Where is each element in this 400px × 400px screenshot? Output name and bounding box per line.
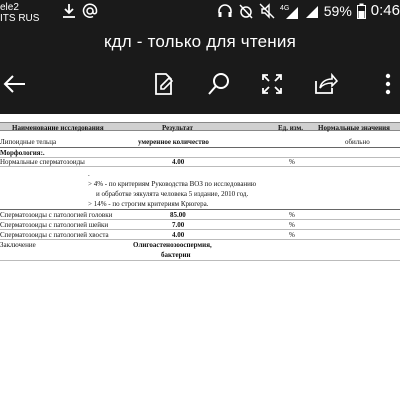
row-unit: % — [289, 231, 295, 239]
search-button[interactable] — [201, 68, 237, 104]
row-result: 7.00 — [172, 221, 185, 229]
share-button[interactable] — [308, 68, 344, 104]
note-line: > 14% - по строгим критериям Крюгера. — [88, 200, 209, 208]
table-header — [0, 122, 400, 131]
fullscreen-icon — [261, 73, 283, 100]
clock: 0:46 — [370, 2, 400, 19]
note-dot: . — [88, 170, 90, 178]
row-unit: % — [289, 211, 295, 219]
page-title: кдл - только для чтения — [103, 32, 296, 51]
signal-4g-icon — [280, 3, 300, 19]
more-menu-icon — [385, 73, 391, 100]
row-result: 85.00 — [170, 211, 186, 219]
edit-icon — [152, 72, 176, 101]
column-header-name: Наименование исследования — [12, 124, 104, 132]
battery-icon — [357, 3, 366, 19]
row-result-continued: бактерии — [161, 251, 191, 259]
status-bar — [0, 0, 400, 28]
column-header-unit: Ед. изм. — [278, 124, 303, 132]
row-divider — [0, 229, 400, 230]
app-bar — [0, 28, 400, 114]
carrier-line-2: ITS RUS — [0, 13, 40, 24]
row-norm: обильно — [345, 138, 370, 146]
carrier-line-1: ele2 — [0, 2, 19, 13]
back-button[interactable] — [0, 68, 32, 104]
fullscreen-button[interactable] — [254, 68, 290, 104]
row-result: 4.00 — [172, 158, 185, 166]
network-label: 4G — [279, 4, 290, 12]
back-arrow-icon — [2, 74, 26, 99]
headset-icon — [217, 3, 233, 19]
row-name: Заключение — [0, 241, 36, 249]
row-unit: % — [289, 158, 295, 166]
section-title: Морфология:. — [0, 149, 45, 157]
row-name: Липоидные тельца — [0, 138, 57, 146]
row-divider — [0, 260, 400, 261]
toolbar — [0, 64, 400, 108]
row-result: умеренное количество — [138, 138, 209, 146]
edit-button[interactable] — [146, 68, 182, 104]
alarm-off-icon — [238, 3, 254, 19]
column-header-norm: Нормальные значения — [318, 124, 390, 132]
row-divider — [0, 219, 400, 220]
row-name: Сперматозоиды с патологией шейки — [0, 221, 109, 229]
row-divider — [0, 239, 400, 240]
note-line: > 4% - по критериям Руководства ВОЗ по исследованию — [88, 180, 257, 188]
row-result: Олигоастенозооспермия, — [133, 241, 212, 249]
carrier-name — [0, 2, 39, 24]
row-result: 4.00 — [172, 231, 185, 239]
download-icon — [62, 3, 76, 24]
more-menu-button[interactable] — [370, 68, 400, 104]
row-name: Сперматозоиды с патологией хвоста — [0, 231, 109, 239]
share-icon — [314, 73, 338, 100]
row-name: Нормальные сперматозоиды — [0, 158, 85, 166]
column-header-result: Результат — [162, 124, 193, 132]
row-divider — [0, 166, 400, 167]
document-view[interactable] — [0, 114, 400, 400]
row-divider — [0, 209, 400, 210]
row-unit: % — [289, 221, 295, 229]
note-line: и обработке эякулята человека 5 издание, 2010 год. — [96, 190, 249, 198]
battery-percent: 59% — [323, 2, 352, 19]
signal-icon — [305, 3, 319, 19]
row-name: Сперматозоиды с патологией головки — [0, 211, 113, 219]
mute-icon — [259, 3, 275, 19]
row-divider — [0, 147, 400, 148]
search-icon — [207, 72, 231, 101]
at-icon — [82, 3, 98, 24]
